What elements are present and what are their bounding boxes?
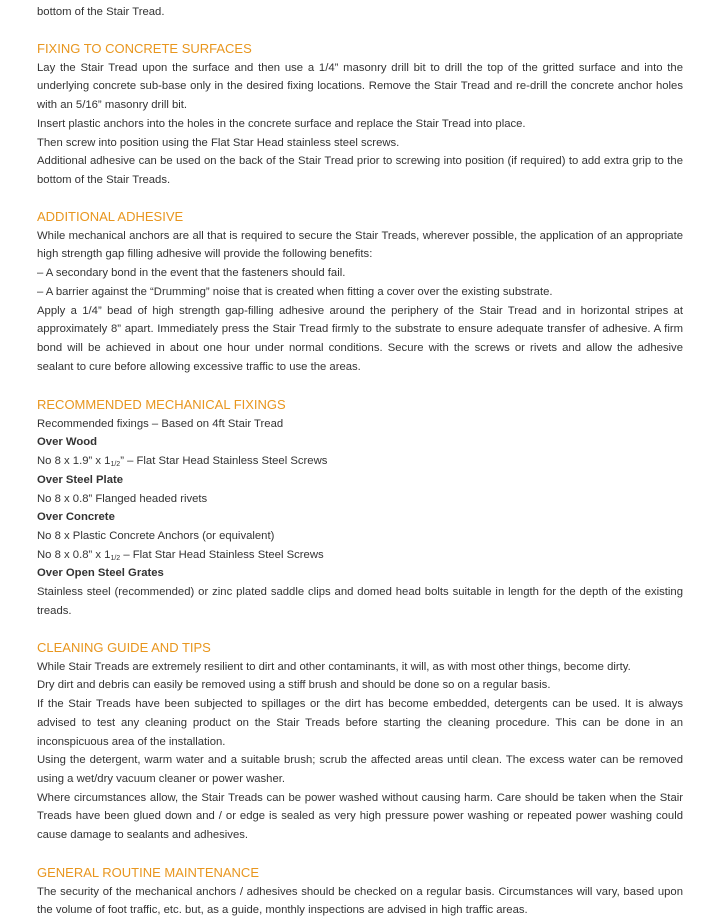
heading-cleaning: CLEANING GUIDE AND TIPS (37, 640, 211, 655)
fixings-grates-label: Over Open Steel Grates (37, 567, 164, 580)
concrete-p3: Then screw into position using the Flat Star Head stainless steel screws. (37, 136, 400, 149)
concrete-p2: Insert plastic anchors into the holes in the concrete surface and replace the Stair Tread into place. (37, 117, 526, 130)
fixings-intro: Recommended fixings – Based on 4ft Stair Tread (37, 417, 284, 430)
adhesive-bullet-1: – A secondary bond in the event that the fasteners should fail. (37, 267, 346, 280)
heading-fixings: RECOMMENDED MECHANICAL FIXINGS (37, 397, 286, 412)
fixings-steel-label: Over Steel Plate (37, 473, 124, 486)
concrete-p1: Lay the Stair Tread upon the surface and then use a 1/4” masonry drill bit to drill the top of the gritted surface and into the underlying concrete sub-base only in the desired fixing locations. Remove the Stair Tread and re-drill the concrete anchor holes with an 5/16” masonry drill bit. (37, 61, 683, 112)
heading-maintenance: GENERAL ROUTINE MAINTENANCE (37, 865, 259, 880)
fixings-concrete-2: No 8 x 0.8” x $1_{1/2}$ – Flat Star Head Stainless Steel Screws (37, 548, 324, 562)
cleaning-p2: Dry dirt and debris can easily be removed using a stiff brush and should be done so on a regular basis. (37, 679, 551, 692)
maintenance-p1: The security of the mechanical anchors / adhesives should be checked on a regular basis. Circumstances will vary, based upon the volume of foot traffic, etc. but, as a guide, monthly inspections are advised in high traffic areas. (37, 885, 683, 917)
section-concrete (37, 40, 683, 190)
fixings-grates-text: Stainless steel (recommended) or zinc plated saddle clips and domed head bolts suitable in length for the depth of the existing treads. (37, 586, 683, 617)
section-adhesive (37, 208, 683, 376)
section-fixings (37, 396, 683, 620)
adhesive-p2: Apply a 1/4” bead of high strength gap-filling adhesive around the periphery of the Stair Tread and in horizontal stripes at approximately 8” apart. Immediately press the Stair Tread firmly to the substrate to ensure adequate transfer of adhesive. A firm bond will be achieved in about one hour under normal conditions. Secure with the screws or rivets and allow the adhesive sealant to cure before allowing excessive traffic to use the areas. (37, 304, 683, 373)
fixings-concrete-label: Over Concrete (37, 511, 115, 524)
cleaning-p3: If the Stair Treads have been subjected to spillages or the dirt has become embedded, detergents can be used. It is always advised to test any cleaning product on the Stair Treads before starting the cleaning procedure. This can be done in an inconspicuous area of the installation. (37, 698, 683, 748)
fixings-wood-text: No 8 x 1.9” x $1_{1/2}$” – Flat Star Head Stainless Steel Screws (37, 455, 328, 469)
heading-concrete: FIXING TO CONCRETE SURFACES (37, 41, 252, 56)
adhesive-bullet-2: – A barrier against the “Drumming” noise that is created when fitting a cover over the existing substrate. (37, 285, 553, 298)
fixings-steel-text: No 8 x 0.8” Flanged headed rivets (37, 492, 208, 505)
cleaning-p5: Where circumstances allow, the Stair Treads can be power washed without causing harm. Care should be taken when the Stair Treads have been glued down and / or edge is sealed as very high pressure power washing or repeated power washing could cause damage to sealants and adhesives. (37, 791, 683, 842)
concrete-p4: Additional adhesive can be used on the back of the Stair Tread prior to screwing into position (if required) to add extra grip to the bottom of the Stair Treads. (37, 155, 683, 186)
adhesive-p1: While mechanical anchors are all that is required to secure the Stair Treads, wherever possible, the application of an appropriate high strength gap filling adhesive will provide the following benefits: (37, 229, 683, 261)
heading-adhesive: ADDITIONAL ADHESIVE (37, 209, 184, 224)
cleaning-p4: Using the detergent, warm water and a suitable brush; scrub the affected areas until clean. The excess water can be removed using a wet/dry vacuum cleaner or power washer. (37, 754, 683, 785)
cleaning-p1: While Stair Treads are extremely resilient to dirt and other contaminants, it will, as with most other things, become dirty. (37, 660, 631, 673)
fixings-concrete-1: No 8 x Plastic Concrete Anchors (or equivalent) (37, 529, 275, 542)
intro-tail: bottom of the Stair Tread. (37, 6, 165, 18)
fixings-wood-label: Over Wood (37, 436, 98, 449)
section-cleaning (37, 639, 683, 845)
section-maintenance (37, 864, 683, 920)
